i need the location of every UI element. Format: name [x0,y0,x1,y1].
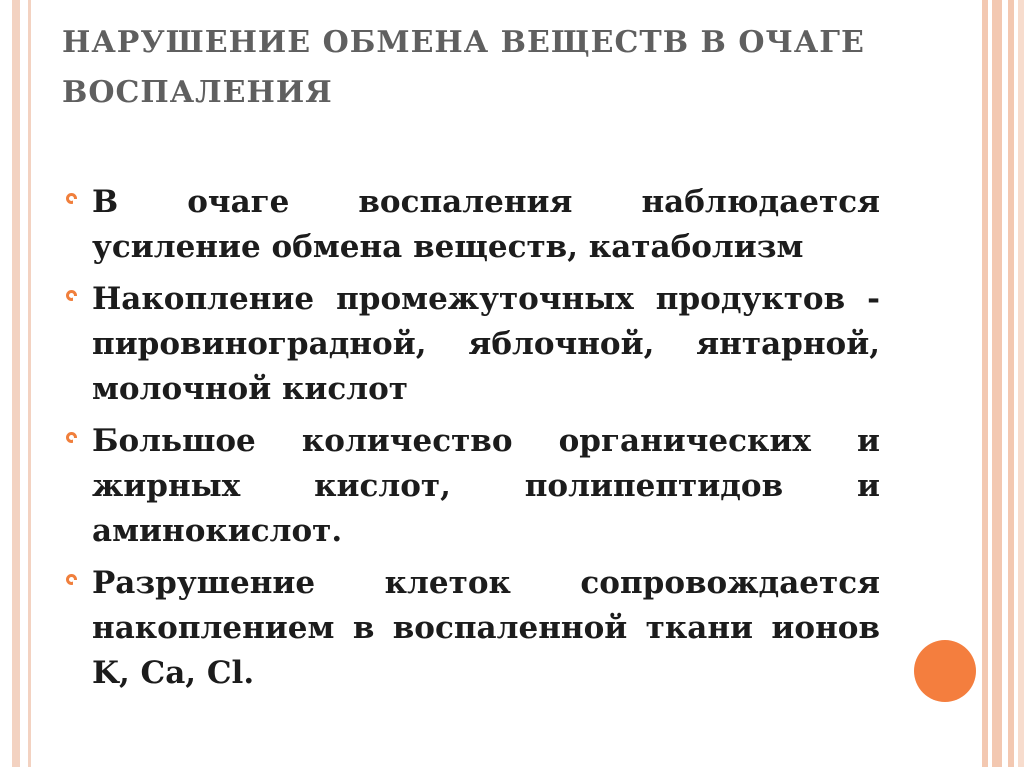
bullet-text: Разрушение клеток сопровождается накоплением в воспаленной ткани ионов K, Ca, Cl. [92,565,880,691]
frame-stripe-right-3 [1008,0,1014,767]
slide-title-line-2: ВОСПАЛЕНИЯ [62,75,333,110]
bullet-list [62,180,880,703]
bullet-item [62,419,880,554]
bullet-text: Накопление промежуточных продуктов - пировиноградной, яблочной, янтарной, молочной кислот [92,281,880,407]
bullet-text: Большое количество органических и жирных кислот, полипептидов и аминокислот. [92,423,880,549]
bullet-item [62,561,880,696]
bullet-ring-icon [66,290,77,301]
frame-stripe-right-2 [992,0,1002,767]
frame-stripe-left [12,0,20,767]
bullet-ring-icon [66,432,77,443]
bullet-ring-icon [66,193,77,204]
frame-stripe-right-4 [1018,0,1024,767]
slide-title-line-1: НАРУШЕНИЕ ОБМЕНА ВЕЩЕСТВ В ОЧАГЕ [62,25,865,60]
bullet-text: В очаге воспаления наблюдается усиление обмена веществ, катаболизм [92,184,880,265]
frame-stripe-right-1 [982,0,988,767]
bullet-ring-icon [66,574,77,585]
bullet-item [62,277,880,412]
bullet-item [62,180,880,270]
frame-stripe-left-thin [28,0,31,767]
slide-title [62,18,942,118]
decorative-circle [914,640,976,702]
